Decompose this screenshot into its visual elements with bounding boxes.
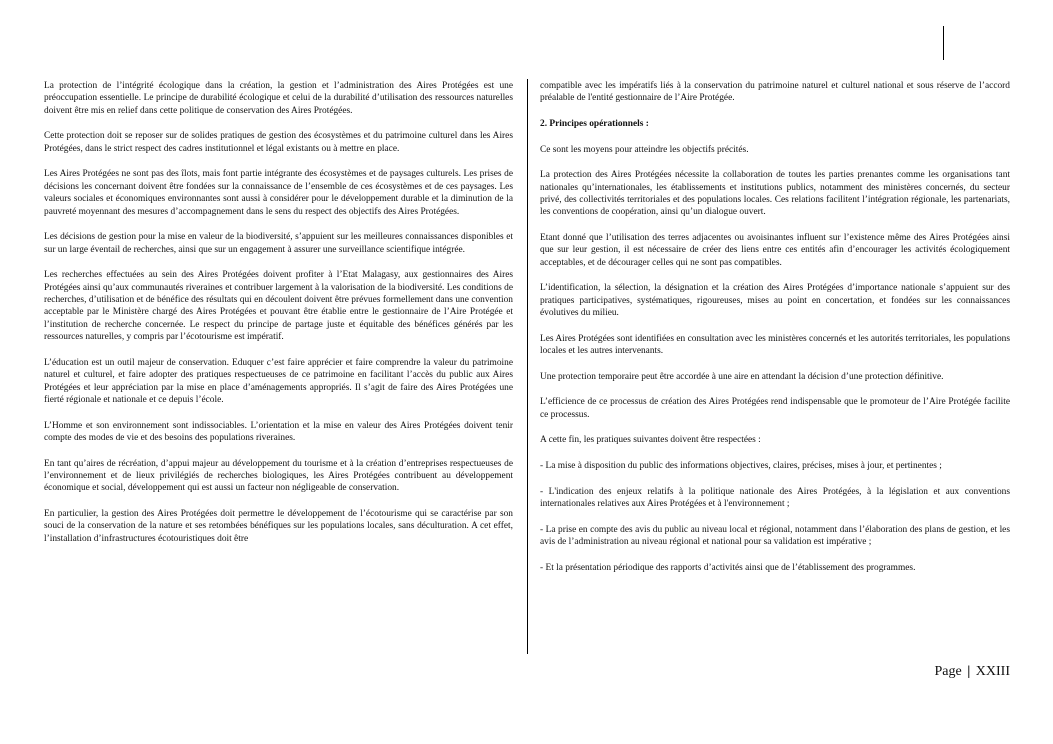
list-item: - La mise à disposition du public des informations objectives, claires, précises, mises à jour, et pertinentes ;: [540, 461, 942, 471]
paragraph: Les recherches effectuées au sein des Aires Protégées doivent profiter à l’Etat Malagasy, aux gestionnaires des Aires Protégées ainsi qu’aux communautés riveraines et contribuer largement à la valorisation de la biodiversité. Les conditions de recherches, d’utilisation et de bénéfice des résultats qui en découlent doivent être prévues formellement dans une convention acceptable par le Ministère chargé des Aires Protégées et pouvant être établie entre le gestionnaire de l’Aire Protégée et l’institution de recherche concernée. Le respect du principe de partage juste et équitable des bénéfices générés par les ressources naturelles, y compris par l’écotourisme est impératif.: [44, 270, 513, 343]
page-number: XXIII: [975, 664, 1010, 679]
paragraph: Cette protection doit se reposer sur de solides pratiques de gestion des écosystèmes et du patrimoine culturel dans les Aires Protégées, dans le strict respect des cadres institutionnel et légal existants ou à mettre en place.: [44, 131, 513, 154]
paragraph: La protection des Aires Protégées nécessite la collaboration de toutes les parties prenantes comme les organisations tant nationales qu’internationales, les établissements et institutions publics, notamment des ministères concernés, du secteur privé, des collectivités territoriales et des populations locales. Ces relations facilitent l’intégration régionale, les partenariats, les conventions de coopération, ainsi qu’un dialogue ouvert.: [540, 170, 1010, 218]
paragraph: Les Aires Protégées sont identifiées en consultation avec les ministères concernés et les autorités territoriales, les populations locales et les autres intervenants.: [540, 333, 1010, 357]
paragraph: L’Homme et son environnement sont indissociables. L’orientation et la mise en valeur des Aires Protégées doivent tenir compte des modes de vie et des besoins des populations riveraines.: [44, 420, 513, 444]
section-heading: 2. Principes opérationnels :: [540, 119, 649, 129]
list-item: - L'indication des enjeux relatifs à la politique nationale des Aires Protégées, à la législation et aux conventions internationales relatives aux Aires Protégées et à l'environnement ;: [540, 486, 1010, 509]
page-footer: [934, 664, 1010, 680]
paragraph: Ce sont les moyens pour atteindre les objectifs précités.: [540, 144, 749, 155]
list-item: - La prise en compte des avis du public au niveau local et régional, notamment dans l’élaboration des plans de gestion, et les avis de l’administration au niveau régional et national pour sa validation est impérative ;: [540, 524, 1010, 547]
list-item: - Et la présentation périodique des rapports d’activités ainsi que de l’établissement des programmes.: [540, 562, 916, 573]
paragraph-continuation: compatible avec les impératifs liés à la conservation du patrimoine naturel et culturel national et sous réserve de l’accord préalable de l'entité gestionnaire de l’Aire Protégée.: [540, 81, 1010, 104]
paragraph: Une protection temporaire peut être accordée à une aire en attendant la décision d’une protection définitive.: [540, 371, 944, 382]
page-label: Page: [934, 664, 962, 679]
paragraph: La protection de l’intégrité écologique dans la création, la gestion et l’administration des Aires Protégées est une préoccupation essentielle. Le principe de durabilité écologique et celui de la durabilité d’utilisation des ressources naturelles doivent être mis en relief dans cette politique de conservation des Aires Protégées.: [44, 81, 513, 116]
paragraph: Etant donné que l’utilisation des terres adjacentes ou avoisinantes influent sur l’existence même des Aires Protégées ainsi que sur leur gestion, il est nécessaire de créer des liens entre ces entités afin d’encourager les activités écologiquement acceptables, et de décourager celles qui ne sont pas compatibles.: [540, 233, 1010, 268]
paragraph: L’éducation est un outil majeur de conservation. Eduquer c’est faire apprécier et faire comprendre la valeur du patrimoine naturel et culturel, et faire adopter des pratiques respectueuses de ce patrimoine en facilitant l’accès du public aux Aires Protégées et leur appréciation par la mise en place d’aménagements appropriés. Il s’agit de faire des Aires Protégées une fierté régionale et nationale et ce depuis l’école.: [44, 357, 513, 406]
right-column: [540, 80, 1010, 587]
paragraph: L’identification, la sélection, la désignation et la création des Aires Protégées d’importance nationale s’appuient sur des pratiques participatives, systématiques, rigoureuses, mises au point en concertation, et fondées sur les connaissances évolutives du milieu.: [540, 283, 1010, 319]
paragraph: L’efficience de ce processus de création des Aires Protégées rend indispensable que le promoteur de l’Aire Protégée facilite ce processus.: [540, 397, 1010, 420]
paragraph: En particulier, la gestion des Aires Protégées doit permettre le développement de l’écotourisme qui se caractérise par son souci de la conservation de la nature et ses retombées bénéfiques sur les populations locales, sans déculturation. A cet effet, l’installation d’infrastructures écotouristiques doit être: [44, 509, 513, 544]
column-divider: [527, 79, 528, 654]
left-column: [44, 80, 513, 558]
paragraph: Les décisions de gestion pour la mise en valeur de la biodiversité, s’appuient sur les meilleures connaissances disponibles et sur un large éventail de recherches, ainsi que sur un engagement à assurer une surveillance scientifique intégrée.: [44, 232, 513, 255]
page-separator: |: [967, 664, 971, 679]
header-rule: [943, 26, 944, 60]
paragraph: Les Aires Protégées ne sont pas des îlots, mais font partie intégrante des écosystèmes et de paysages culturels. Les prises de décisions les concernant doivent être fondées sur la connaissance de l’ensemble de ces écosystèmes et de ces paysages. Les valeurs sociales et économiques environnantes sont aussi à considérer pour le développement durable et la diminution de la pauvreté moyennant des mesures d’accompagnement dans le sens du respect des objectifs des Aires Protégées.: [44, 169, 513, 217]
paragraph: A cette fin, les pratiques suivantes doivent être respectées :: [540, 435, 761, 446]
paragraph: En tant qu’aires de récréation, d’appui majeur au développement du tourisme et à la création d’entreprises respectueuses de l’environnement et de lieux privilégiés de recherches biologiques, les Aires Protégées contribuent au développement économique et social, développement qui est aussi un facteur non négligeable de conservation.: [44, 458, 513, 494]
